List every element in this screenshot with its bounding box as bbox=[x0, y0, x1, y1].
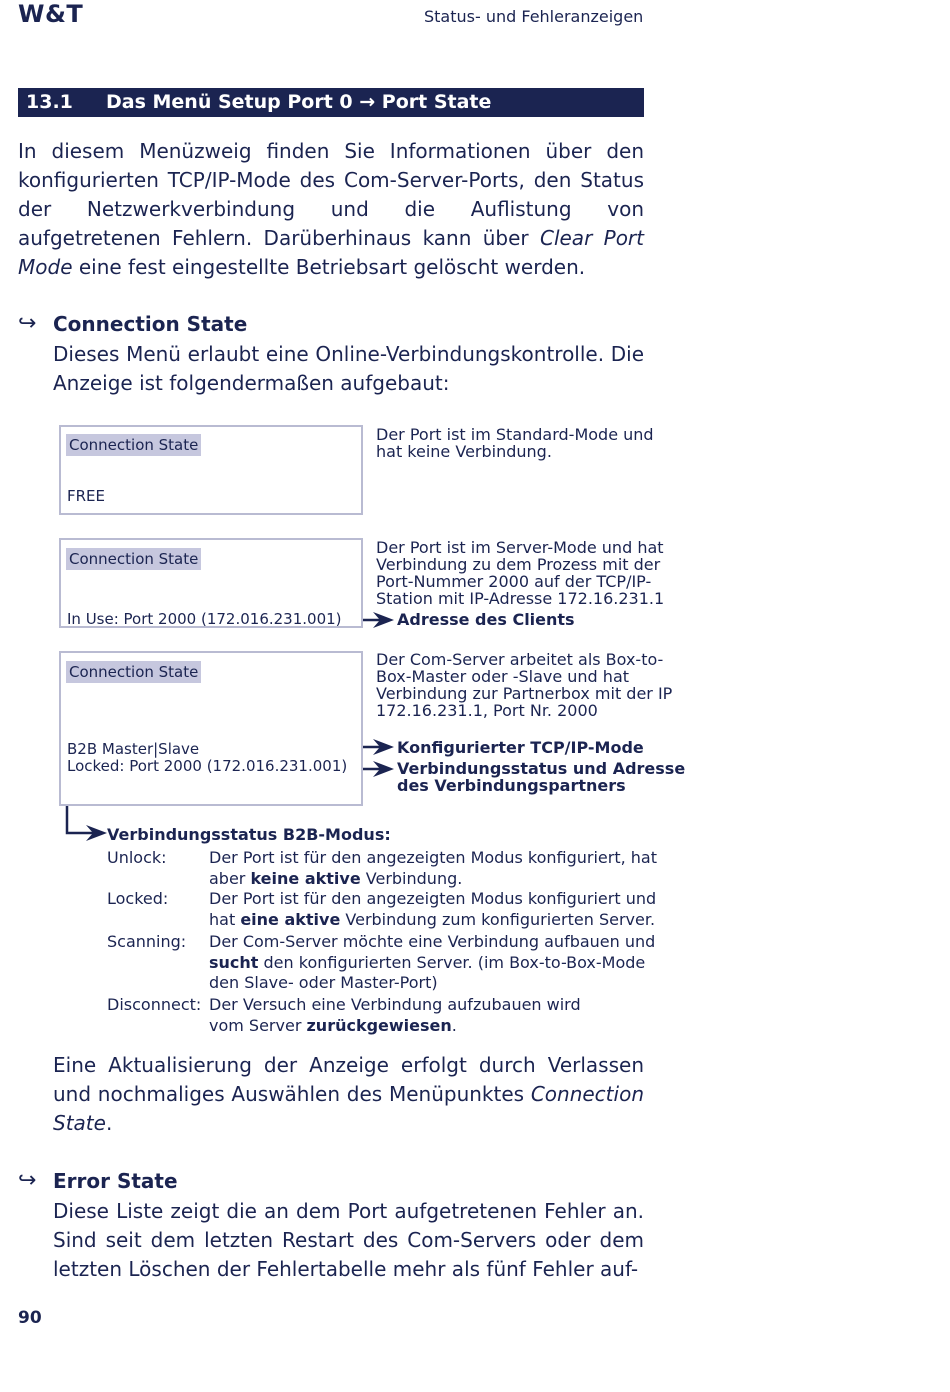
legend-term: Scanning: bbox=[107, 932, 187, 951]
callout-client-address: Adresse des Clients bbox=[397, 610, 575, 629]
display-line-status: Locked: Port 2000 (172.016.231.001) bbox=[67, 757, 348, 775]
display-line: In Use: Port 2000 (172.016.231.001) bbox=[67, 610, 342, 628]
hook-arrow-icon: ↪ bbox=[18, 1168, 37, 1193]
callout-tcpip-mode: Konfigurierter TCP/IP-Mode bbox=[397, 738, 644, 757]
display-tag: Connection State bbox=[66, 661, 201, 683]
intro-emphasis: Clear Port Mode bbox=[18, 226, 644, 279]
connection-state-text: Dieses Menü erlaubt eine Online-Verbindungskontrolle. Die Anzeige ist folgendermaßen aufgebaut: bbox=[53, 342, 644, 395]
intro-text-2: eine fest eingestellte Betriebsart gelöscht werden. bbox=[72, 255, 586, 279]
brand-logo: W&T bbox=[18, 0, 84, 28]
legend-desc: Der Port ist für den angezeigten Modus konfiguriert und hat eine aktive Verbindung zum konfigurierten Server. bbox=[209, 889, 657, 929]
page-number: 90 bbox=[18, 1308, 42, 1328]
error-state-heading: Error State bbox=[53, 1169, 178, 1193]
intro-paragraph bbox=[18, 137, 644, 282]
legend-desc: Der Versuch eine Verbindung aufzubauen wird vom Server zurückgewiesen. bbox=[209, 995, 581, 1035]
callout-arrow-icon bbox=[363, 760, 395, 778]
callout-arrow-icon bbox=[363, 738, 395, 756]
display-line-mode: B2B Master|Slave bbox=[67, 740, 200, 758]
section-title: Das Menü Setup Port 0 → Port State bbox=[106, 91, 492, 113]
display-box-in-use bbox=[59, 538, 363, 628]
chapter-title: Status- und Fehleranzeigen bbox=[424, 7, 644, 26]
callout-connection-status: Verbindungsstatus und Adresse des Verbindungspartners bbox=[397, 759, 686, 795]
legend-desc: Der Port ist für den angezeigten Modus konfiguriert, hat aber keine aktive Verbindung. bbox=[209, 848, 657, 888]
callout-arrow-icon bbox=[363, 611, 395, 629]
connection-state-heading: Connection State bbox=[53, 312, 248, 336]
legend-term: Disconnect: bbox=[107, 995, 202, 1014]
box-note-in-use: Der Port ist im Server-Mode und hat Verbindung zu dem Prozess mit der Port-Nummer 2000 auf der TCP/IP-Station mit IP-Adresse 172.16.231.1 bbox=[376, 538, 665, 608]
error-state-text: Diese Liste zeigt die an dem Port aufgetretenen Fehler an. Sind seit dem letzten Restart des Com-Servers oder dem letzten Löschen der Fehlertabelle mehr als fünf Fehler auf- bbox=[53, 1199, 644, 1281]
display-tag: Connection State bbox=[66, 434, 201, 456]
box-note-b2b: Der Com-Server arbeitet als Box-to-Box-Master oder -Slave und hat Verbindung zur Partnerbox mit der IP 172.16.231.1, Port Nr. 2000 bbox=[376, 650, 673, 720]
display-line: FREE bbox=[67, 487, 106, 505]
legend-title: Verbindungsstatus B2B-Modus: bbox=[107, 825, 391, 844]
legend-term: Locked: bbox=[107, 889, 169, 908]
refresh-emphasis: Connection State bbox=[53, 1082, 644, 1135]
box-note-free: Der Port ist im Standard-Mode und hat keine Verbindung. bbox=[376, 425, 654, 461]
refresh-paragraph: Eine Aktualisierung der Anzeige erfolgt durch Verlassen und nochmaliges Auswählen des Menüpunktes Connection State. bbox=[53, 1053, 644, 1135]
intro-text-1: In diesem Menüzweig finden Sie Informationen über den konfigurierten TCP/IP-Mode des Com-Server-Ports, den Status der Netzwerkverbindung und die Auflistung von aufgetretenen Fehlern. Darüberhinaus kann über bbox=[18, 139, 644, 250]
display-box-free bbox=[59, 425, 363, 515]
display-tag: Connection State bbox=[66, 548, 201, 570]
legend-desc: Der Com-Server möchte eine Verbindung aufbauen und sucht den konfigurierten Server. (im Box-to-Box-Mode den Slave- oder Master-Port) bbox=[209, 932, 656, 992]
section-number: 13.1 bbox=[26, 91, 73, 113]
display-box-b2b bbox=[59, 651, 363, 806]
section-heading bbox=[18, 88, 644, 117]
legend-term: Unlock: bbox=[107, 848, 167, 867]
elbow-arrow-icon bbox=[60, 806, 108, 846]
hook-arrow-icon: ↪ bbox=[18, 311, 37, 336]
